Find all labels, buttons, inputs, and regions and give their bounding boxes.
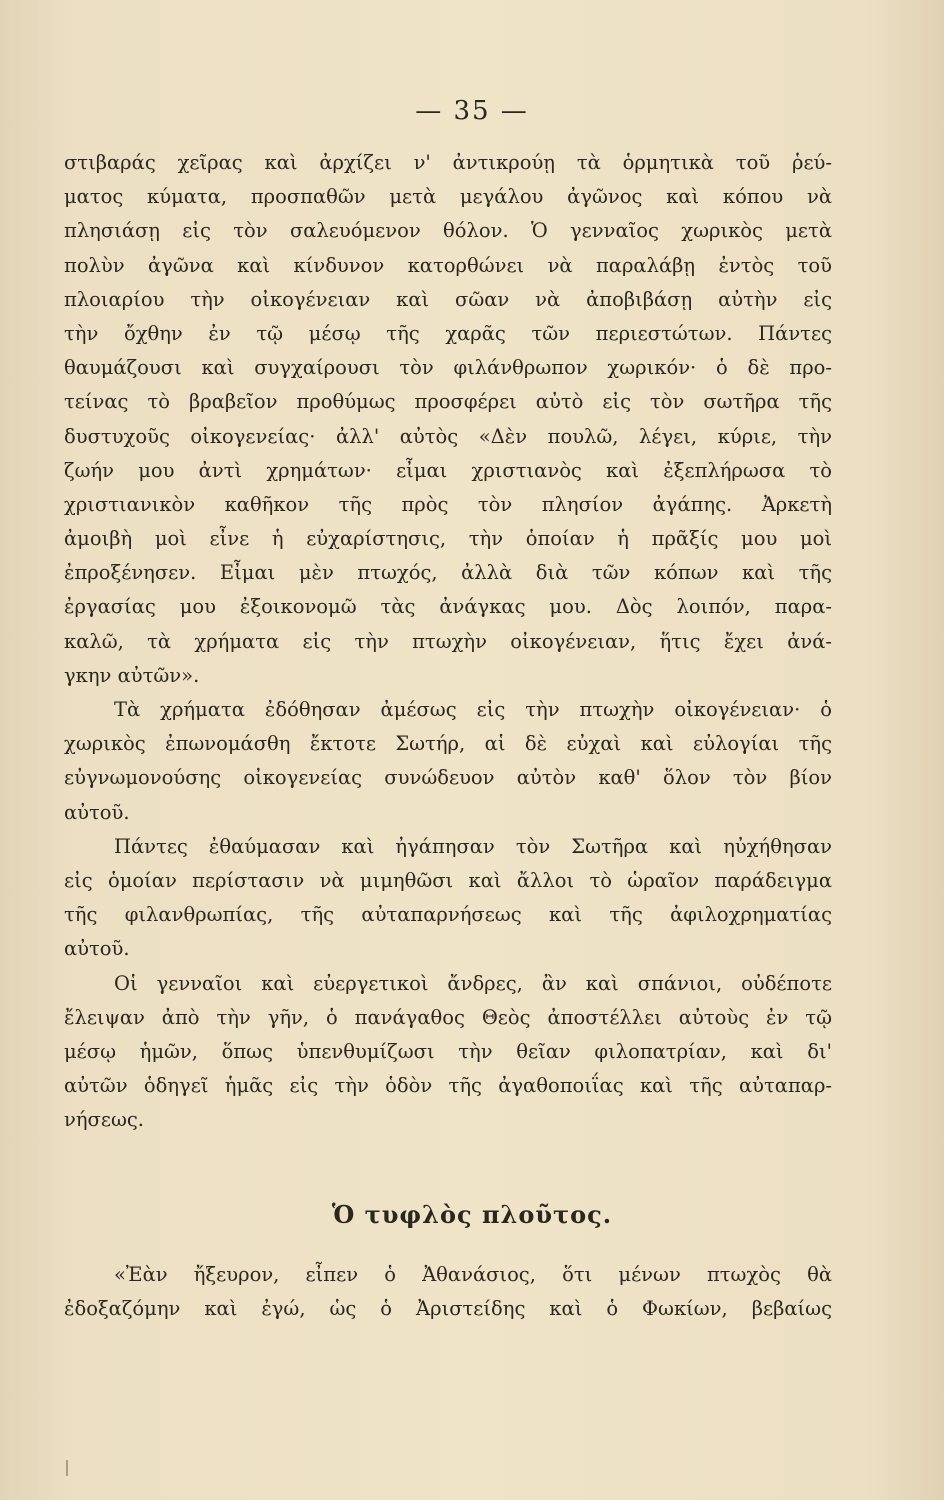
text-line: τείνας τὸ βραβεῖον προθύμως προσφέρει αὐτὸ εἰς τὸν σωτῆρα τῆς [64, 390, 832, 414]
text-line: ἐπροξένησεν. Εἶμαι μὲν πτωχός, ἀλλὰ διὰ τῶν κόπων καὶ τῆς [64, 561, 832, 585]
page-number: — 35 — [415, 96, 529, 126]
text-line: μέσῳ ἡμῶν, ὅπως ὑπενθυμίζωσι τὴν θεῖαν φιλοπατρίαν, καὶ δι' [64, 1039, 832, 1063]
section-heading: Ὁ τυφλὸς πλοῦτος. [331, 1200, 613, 1229]
text-line: ἀμοιβὴ μοὶ εἶνε ἡ εὐχαρίστησις, τὴν ὁποίαν ἡ πρᾶξίς μου μοὶ [64, 527, 832, 551]
text-line: δυστυχοῦς οἰκογενείας· ἀλλ' αὐτὸς «Δὲν πουλῶ, λέγει, κύριε, τὴν [64, 424, 832, 448]
text-line: ζωήν μου ἀντὶ χρημάτων· εἶμαι χριστιανὸς καὶ ἐξεπλήρωσα τὸ [64, 458, 832, 482]
text-line: αὐτοῦ. [64, 800, 130, 824]
text-line: ἔλειψαν ἀπὸ τὴν γῆν, ὁ πανάγαθος Θεὸς ἀποστέλλει αὐτοὺς ἐν τῷ [64, 1005, 832, 1029]
text-line: τὴν ὄχθην ἐν τῷ μέσῳ τῆς χαρᾶς τῶν περιεστώτων. Πάντες [64, 321, 832, 345]
text-line: εὐγνωμονούσης οἰκογενείας συνώδευον αὐτὸν καθ' ὅλον τὸν βίον [64, 766, 832, 790]
text-line: ματος κύματα, προσπαθῶν μετὰ μεγάλου ἀγῶνος καὶ κόπου νὰ [64, 185, 832, 209]
text-line: Τὰ χρήματα ἐδόθησαν ἀμέσως εἰς τὴν πτωχὴν οἰκογένειαν· ὁ [114, 698, 832, 721]
text-line: εἰς ὁμοίαν περίστασιν νὰ μιμηθῶσι καὶ ἄλλοι τὸ ὡραῖον παράδειγμα [64, 868, 832, 892]
text-line: πλησιάσῃ εἰς τὸν σαλευόμενον θόλον. Ὁ γενναῖος χωρικὸς μετὰ [64, 219, 832, 243]
text-line: νήσεως. [64, 1108, 144, 1132]
text-line: Οἱ γενναῖοι καὶ εὐεργετικοὶ ἄνδρες, ἂν καὶ σπάνιοι, οὐδέποτε [114, 971, 832, 995]
text-line: Πάντες ἐθαύμασαν καὶ ἠγάπησαν τὸν Σωτῆρα καὶ ηὐχήθησαν [114, 834, 832, 858]
text-line: πλοιαρίου τὴν οἰκογένειαν καὶ σῶαν νὰ ἀποβιβάσῃ αὐτὴν εἰς [64, 287, 832, 311]
text-line: στιβαράς χεῖρας καὶ ἀρχίζει ν' ἀντικρούῃ τὰ ὁρμητικὰ τοῦ ῥεύ- [64, 151, 832, 174]
text-line: καλῶ, τὰ χρήματα εἰς τὴν πτωχὴν οἰκογένειαν, ἥτις ἔχει ἀνά- [64, 629, 832, 653]
text-line: «Ἐὰν ἤξευρον, εἶπεν ὁ Ἀθανάσιος, ὅτι μένων πτωχὸς θὰ [114, 1263, 832, 1286]
text-line: χριστιανικὸν καθῆκον τῆς πρὸς τὸν πλησίον ἀγάπης. Ἀρκετὴ [64, 492, 832, 516]
text-line: γκην αὐτῶν». [64, 663, 200, 687]
text-line: τῆς φιλανθρωπίας, τῆς αὐταπαρνήσεως καὶ τῆς ἀφιλοχρηματίας [64, 903, 832, 927]
text-line: ἐδοξαζόμην καὶ ἐγώ, ὡς ὁ Ἀριστείδης καὶ ὁ Φωκίων, βεβαίως [64, 1297, 832, 1321]
text-line: πολὺν ἀγῶνα καὶ κίνδυνον κατορθώνει νὰ παραλάβῃ ἐντὸς τοῦ [64, 253, 832, 277]
text-line: θαυμάζουσι καὶ συγχαίρουσι τὸν φιλάνθρωπον χωρικόν· ὁ δὲ προ- [64, 356, 832, 380]
body-text-continued [64, 1258, 832, 1326]
text-line: αὐτῶν ὁδηγεῖ ἡμᾶς εἰς τὴν ὁδὸν τῆς ἀγαθοποιΐας καὶ τῆς αὐταπαρ- [64, 1074, 832, 1098]
text-line: ἐργασίας μου ἐξοικονομῶ τὰς ἀνάγκας μου. Δὸς λοιπόν, παρα- [64, 595, 832, 619]
paper-speck [66, 1460, 68, 1476]
body-text [64, 146, 832, 1137]
text-line: αὐτοῦ. [64, 937, 130, 961]
text-line: χωρικὸς ἐπωνομάσθη ἔκτοτε Σωτήρ, αἱ δὲ εὐχαὶ καὶ εὐλογίαι τῆς [64, 732, 832, 756]
